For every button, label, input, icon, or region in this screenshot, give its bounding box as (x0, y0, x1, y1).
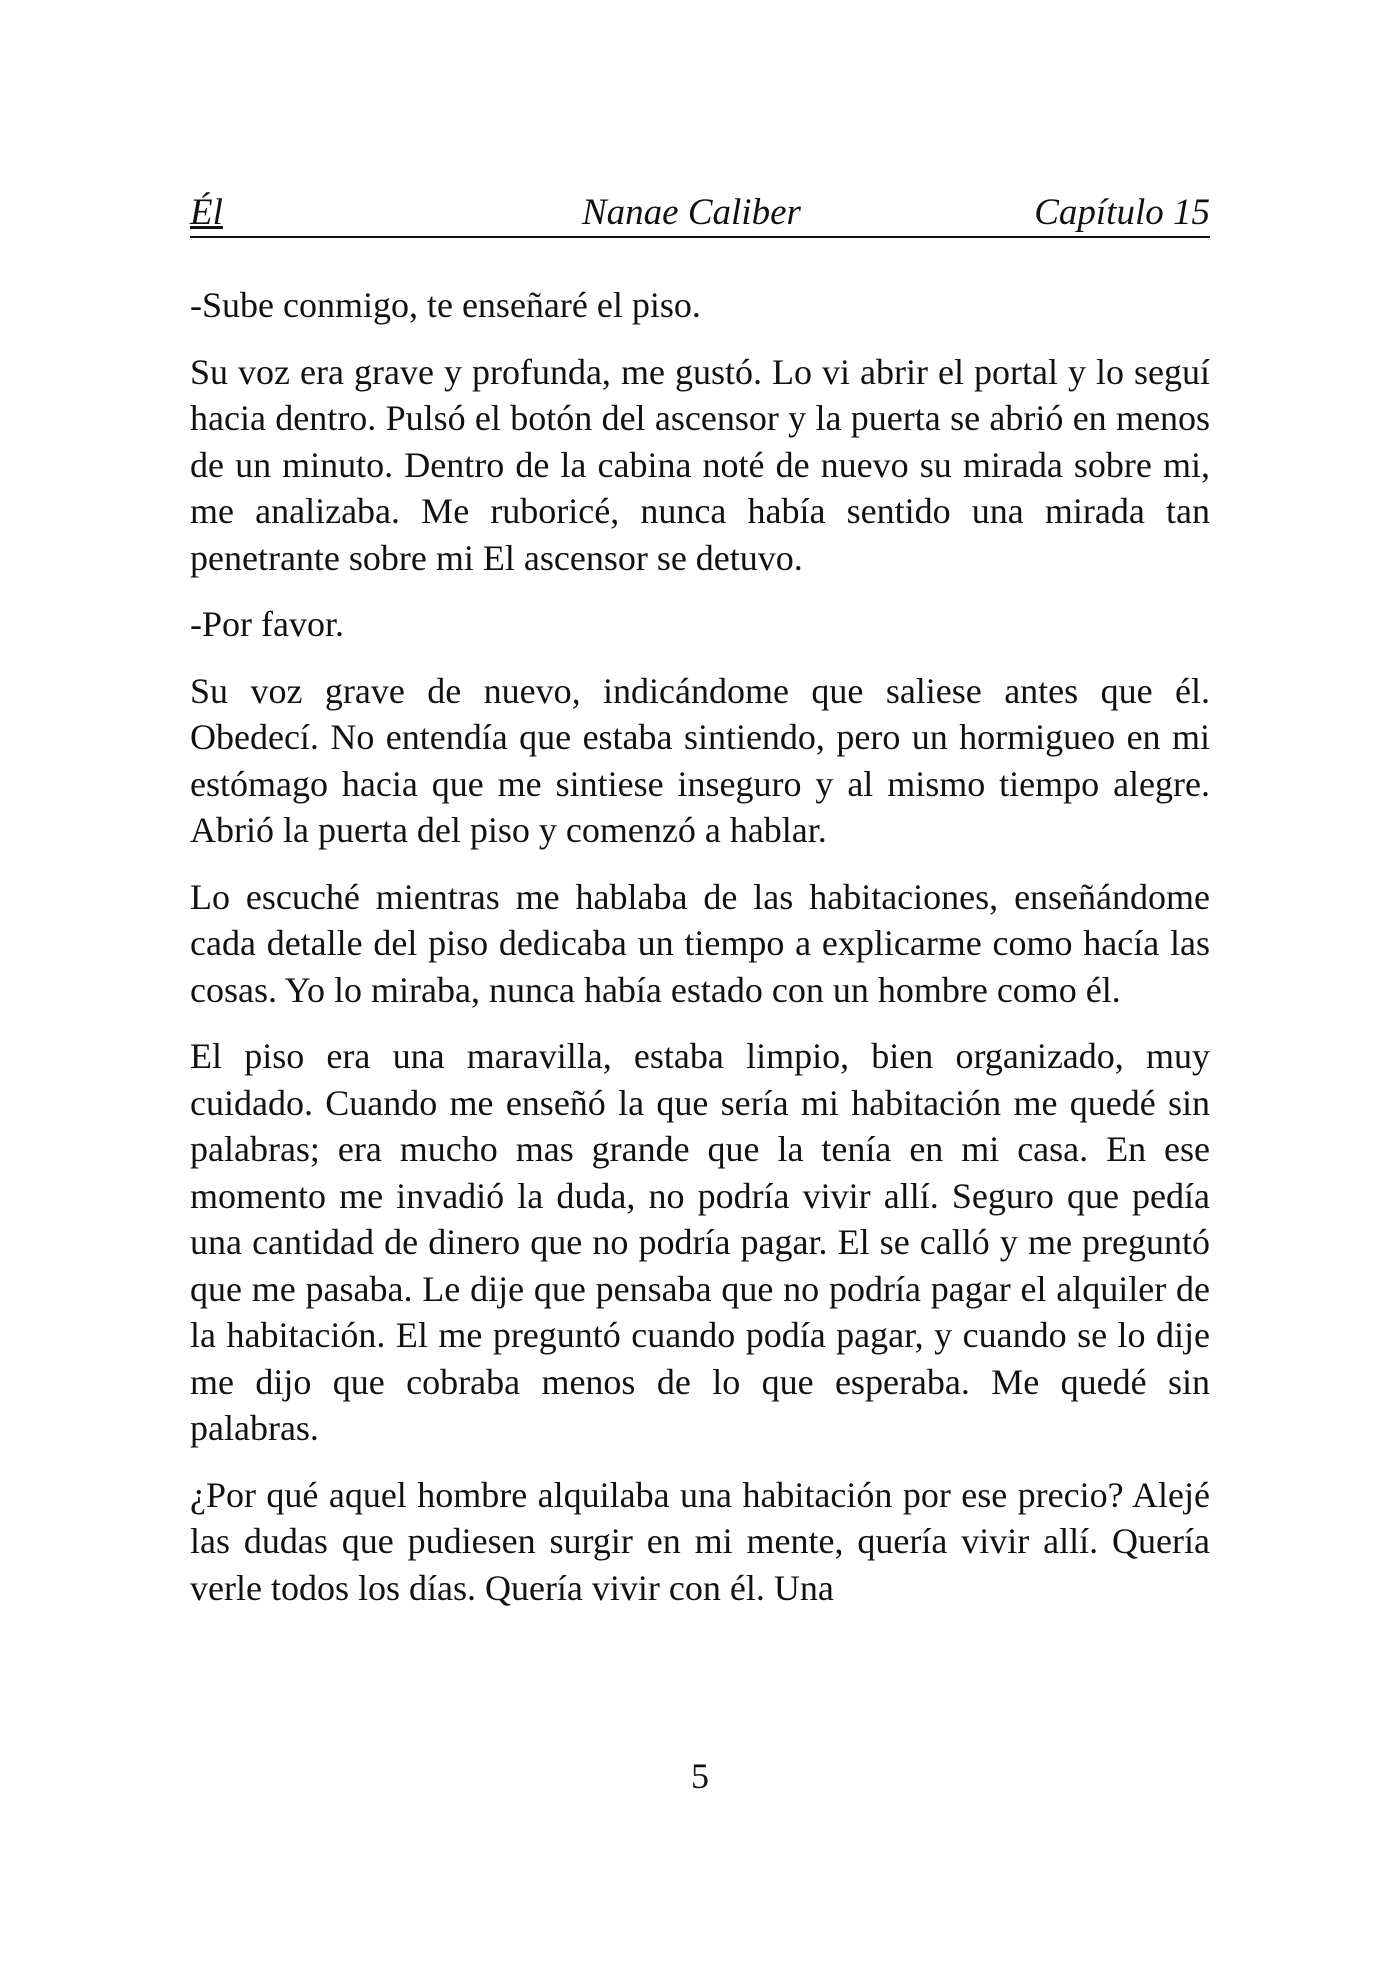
paragraph: -Por favor. (190, 604, 344, 644)
paragraph: Su voz era grave y profunda, me gustó. Lo vi abrir el portal y lo seguí hacia dentro. Pulsó el botón del ascensor y la puerta se abrió en menos de un minuto. Dentro de la cabina noté de nuevo su mirada sobre mi, me analizaba. Me ruboricé, nunca había sentido una mirada tan penetrante sobre mi El ascensor se detuvo. (190, 351, 1210, 578)
paragraph: Su voz grave de nuevo, indicándome que saliese antes que él. Obedecí. No entendía que estaba sintiendo, pero un hormigueo en mi estómago hacia que me sintiese inseguro y al mismo tiempo alegre. Abrió la puerta del piso y comenzó a hablar. (190, 670, 1210, 850)
header-book-title: Él (190, 192, 223, 233)
paragraph: El piso era una maravilla, estaba limpio, bien organizado, muy cuidado. Cuando me enseñó la que sería mi habitación me quedé sin palabras; era mucho mas grande que la tenía en mi casa. En ese momento me invadió la duda, no podría vivir allí. Seguro que pedía una cantidad de dinero que no podría pagar. El se calló y me preguntó que me pasaba. Le dije que pensaba que no podría pagar el alquiler de la habitación. El me preguntó cuando podía pagar, y cuando se lo dije me dijo que cobraba menos de lo que esperaba. Me quedé sin palabras. (190, 1036, 1210, 1448)
paragraph: Lo escuché mientras me hablaba de las habitaciones, enseñándome cada detalle del piso dedicaba un tiempo a explicarme como hacía las cosas. Yo lo miraba, nunca había estado con un hombre como él. (190, 876, 1210, 1010)
page-number: 5 (691, 1756, 709, 1796)
paragraph: ¿Por qué aquel hombre alquilaba una habitación por ese precio? Alejé las dudas que pudiesen surgir en mi mente, quería vivir allí. Quería verle todos los días. Quería vivir con él. Una (190, 1474, 1210, 1608)
body-text (190, 282, 1210, 1631)
paragraph: -Sube conmigo, te enseñaré el piso. (190, 285, 701, 325)
header-chapter: Capítulo 15 (1034, 192, 1210, 233)
running-header (190, 190, 1210, 238)
header-author: Nanae Caliber (582, 192, 801, 233)
